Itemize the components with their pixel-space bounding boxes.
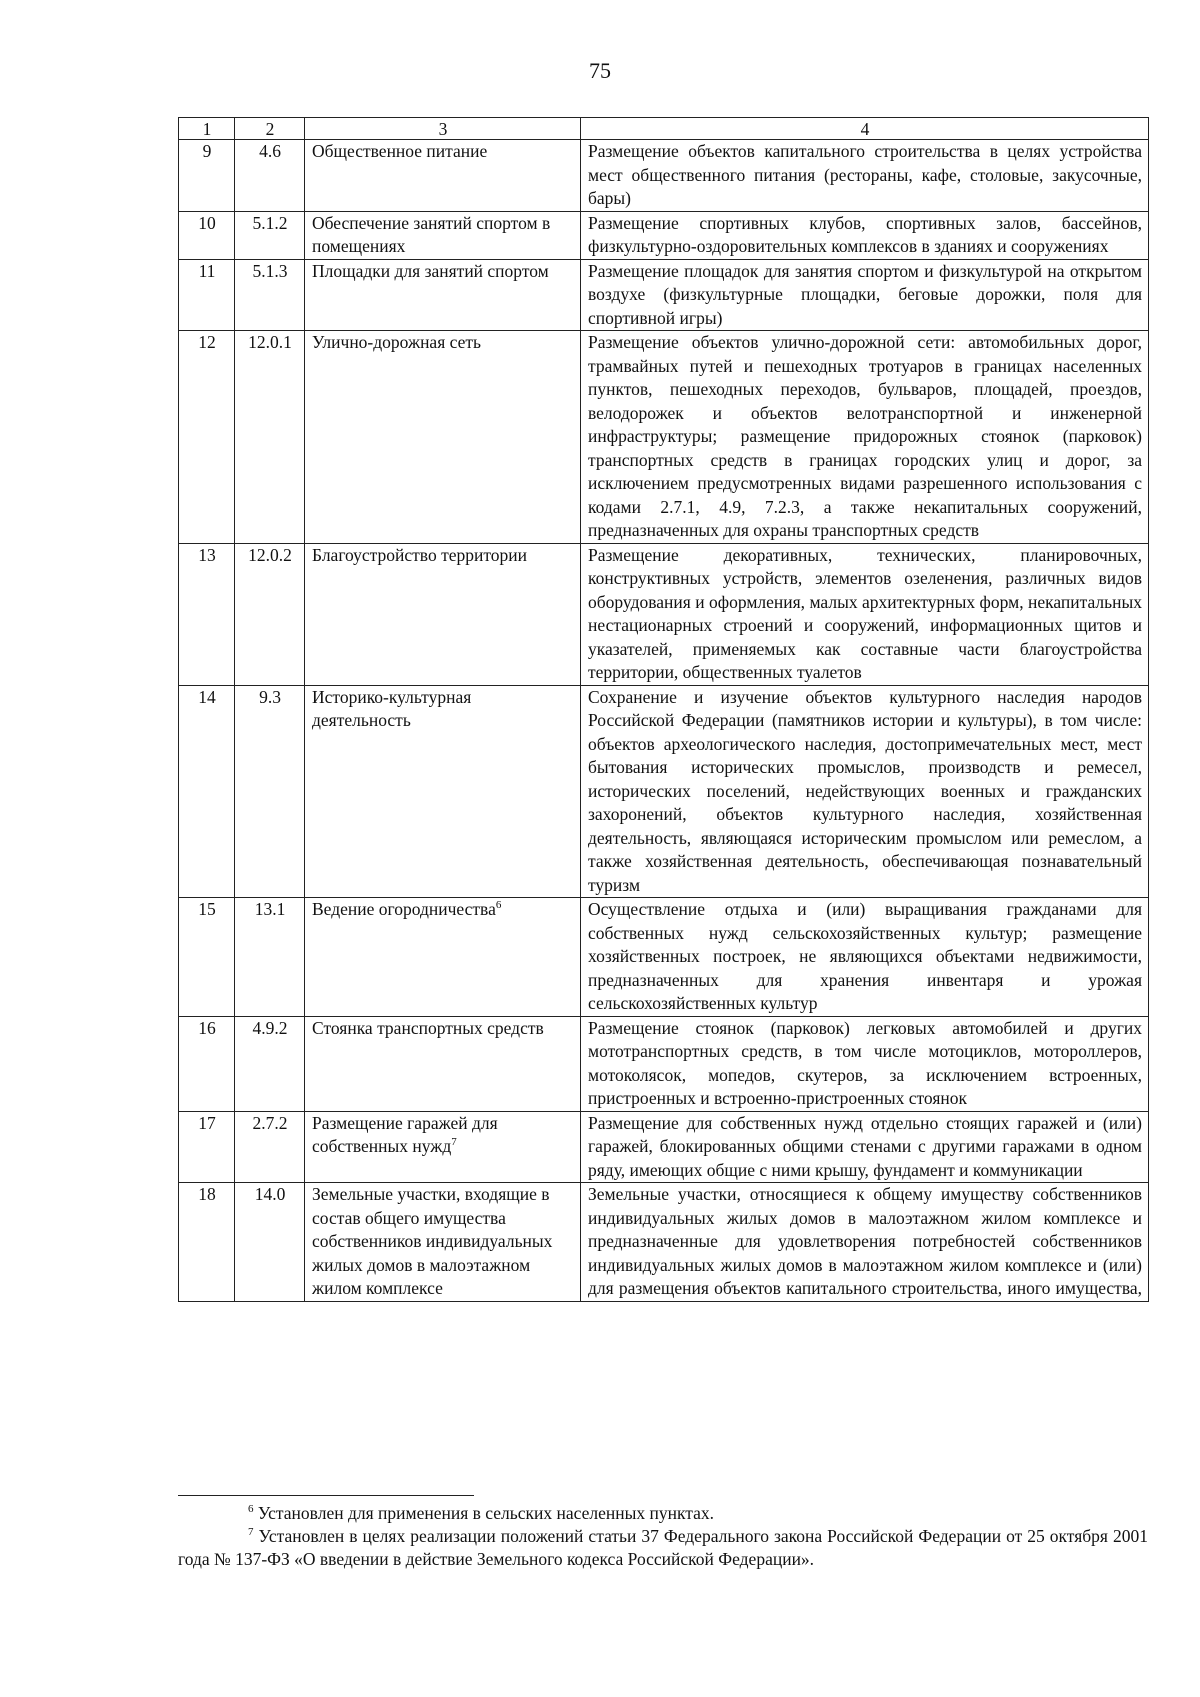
use-name <box>305 543 581 685</box>
use-name-text: Улично-дорожная сеть <box>312 332 482 352</box>
use-name-text: Благоустройство территории <box>312 544 527 565</box>
use-name-text: Общественное питание <box>312 141 488 161</box>
use-code: 14.0 <box>235 1183 305 1302</box>
use-name <box>305 331 581 544</box>
use-description: Размещение площадок для занятия спортом и физкультурой на открытом воздухе (физкультурные площадки, беговые дорожки, поля для спортивной игры) <box>581 259 1149 331</box>
table-row <box>179 1016 1149 1111</box>
use-name-text: Историко-культурная деятельность <box>312 686 472 730</box>
use-name <box>305 140 581 212</box>
use-code: 5.1.2 <box>235 211 305 259</box>
use-description: Осуществление отдыха и (или) выращивания гражданами для собственных нужд сельскохозяйственных культур; размещение хозяйственных построек, не являющихся объектами недвижимости, предназначенных для хранения инвентаря и урожая сельскохозяйственных культур <box>581 898 1149 1017</box>
table-row <box>179 140 1149 212</box>
footnote-ref: 6 <box>495 899 502 912</box>
row-number: 14 <box>179 685 235 898</box>
use-code: 12.0.1 <box>235 331 305 544</box>
table-header-row <box>179 118 1149 140</box>
use-name <box>305 1183 581 1302</box>
use-description: Сохранение и изучение объектов культурного наследия народов Российской Федерации (памятников истории и культуры), в том числе: объектов археологического наследия, достопримечательных мест, мест бытования исторических промыслов, производств и ремесел, исторических поселений, недействующих военных и гражданских захоронений, объектов культурного наследия, хозяйственная деятельность, являющаяся историческим промыслом или ремеслом, а также хозяйственная деятельность, обеспечивающая познавательный туризм <box>581 685 1149 898</box>
footnotes <box>178 1502 1148 1571</box>
use-code: 12.0.2 <box>235 543 305 685</box>
use-code: 2.7.2 <box>235 1111 305 1183</box>
footnote-mark: 7 <box>248 1526 254 1539</box>
use-name-text: Площадки для занятий спортом <box>312 260 549 281</box>
use-name-text: Обеспечение занятий спортом в помещениях <box>312 212 551 256</box>
use-name-text: Размещение гаражей для собственных нужд <box>312 1112 498 1156</box>
row-number: 17 <box>179 1111 235 1183</box>
row-number: 9 <box>179 140 235 212</box>
use-code: 5.1.3 <box>235 259 305 331</box>
use-name-text: Ведение огородничества <box>312 899 496 919</box>
use-description: Размещение для собственных нужд отдельно стоящих гаражей и (или) гаражей, блокированных общими стенами с другими гаражами в одном ряду, имеющих общие с ними крышу, фундамент и коммуникации <box>581 1111 1149 1183</box>
use-name <box>305 898 581 1017</box>
use-description: Размещение стоянок (парковок) легковых автомобилей и других мототранспортных средств, в том числе мотоциклов, мотороллеров, мотоколясок, мопедов, скутеров, за исключением встроенных, пристроенных и встроенно-пристроенных стоянок <box>581 1016 1149 1111</box>
column-header: 1 <box>179 118 235 140</box>
table-row <box>179 543 1149 685</box>
footnote-text: Установлен в целях реализации положений статьи 37 Федерального закона Российской Федерации от 25 октября 2001 года № 137-ФЗ «О введении в действие Земельного кодекса Российской Федерации». <box>178 1526 1149 1569</box>
column-header: 4 <box>581 118 1149 140</box>
land-use-table <box>178 117 1149 1302</box>
footnote-ref: 7 <box>451 1136 457 1149</box>
use-code: 9.3 <box>235 685 305 898</box>
use-name <box>305 1016 581 1111</box>
footnote-separator <box>178 1495 474 1496</box>
row-number: 18 <box>179 1183 235 1302</box>
use-name <box>305 259 581 331</box>
row-number: 12 <box>179 331 235 544</box>
use-description: Размещение объектов улично-дорожной сети: автомобильных дорог, трамвайных путей и пешеходных тротуаров в границах населенных пунктов, пешеходных переходов, бульваров, площадей, проездов, велодорожек и объектов велотранспортной и инженерной инфраструктуры; размещение придорожных стоянок (парковок) транспортных средств в границах городских улиц и дорог, за исключением предусмотренных видами разрешенного использования с кодами 2.7.1, 4.9, 7.2.3, а также некапитальных сооружений, предназначенных для охраны транспортных средств <box>581 331 1149 544</box>
use-description: Размещение декоративных, технических, планировочных, конструктивных устройств, элементов озеленения, различных видов оборудования и оформления, малых архитектурных форм, некапитальных нестационарных строений и сооружений, информационных щитов и указателей, применяемых как составные части благоустройства территории, общественных туалетов <box>581 543 1149 685</box>
table-row <box>179 685 1149 898</box>
table-row <box>179 1183 1149 1302</box>
use-code: 4.6 <box>235 140 305 212</box>
row-number: 11 <box>179 259 235 331</box>
footnote-mark: 6 <box>248 1503 254 1516</box>
use-code: 4.9.2 <box>235 1016 305 1111</box>
use-name <box>305 211 581 259</box>
column-header: 2 <box>235 118 305 140</box>
use-description: Размещение спортивных клубов, спортивных залов, бассейнов, физкультурно-оздоровительных комплексов в зданиях и сооружениях <box>581 211 1149 259</box>
footnote <box>178 1525 1148 1571</box>
row-number: 13 <box>179 543 235 685</box>
use-name-text: Земельные участки, входящие в состав общего имущества собственников индивидуальных жилых домов в малоэтажном жилом комплексе <box>312 1184 553 1298</box>
table-row <box>179 211 1149 259</box>
page-number: 75 <box>589 58 611 83</box>
use-name-text: Стоянка транспортных средств <box>312 1017 544 1038</box>
row-number: 10 <box>179 211 235 259</box>
footnote <box>178 1502 1148 1525</box>
row-number: 15 <box>179 898 235 1017</box>
table-row <box>179 898 1149 1017</box>
table-row <box>179 259 1149 331</box>
table-row <box>179 1111 1149 1183</box>
row-number: 16 <box>179 1016 235 1111</box>
use-name <box>305 685 581 898</box>
table-row <box>179 331 1149 544</box>
footnote-text: Установлен для применения в сельских населенных пунктах. <box>257 1503 714 1523</box>
use-description: Размещение объектов капитального строительства в целях устройства мест общественного питания (рестораны, кафе, столовые, закусочные, бары) <box>581 140 1149 212</box>
use-code: 13.1 <box>235 898 305 1017</box>
use-name <box>305 1111 581 1183</box>
column-header: 3 <box>305 118 581 140</box>
use-description: Земельные участки, относящиеся к общему имуществу собственников индивидуальных жилых домов в малоэтажном жилом комплексе и предназначенные для удовлетворения потребностей собственников индивидуальных жилых домов в малоэтажном жилом комплексе и (или) для размещения объектов капитального строительства, иного имущества, <box>581 1183 1149 1302</box>
